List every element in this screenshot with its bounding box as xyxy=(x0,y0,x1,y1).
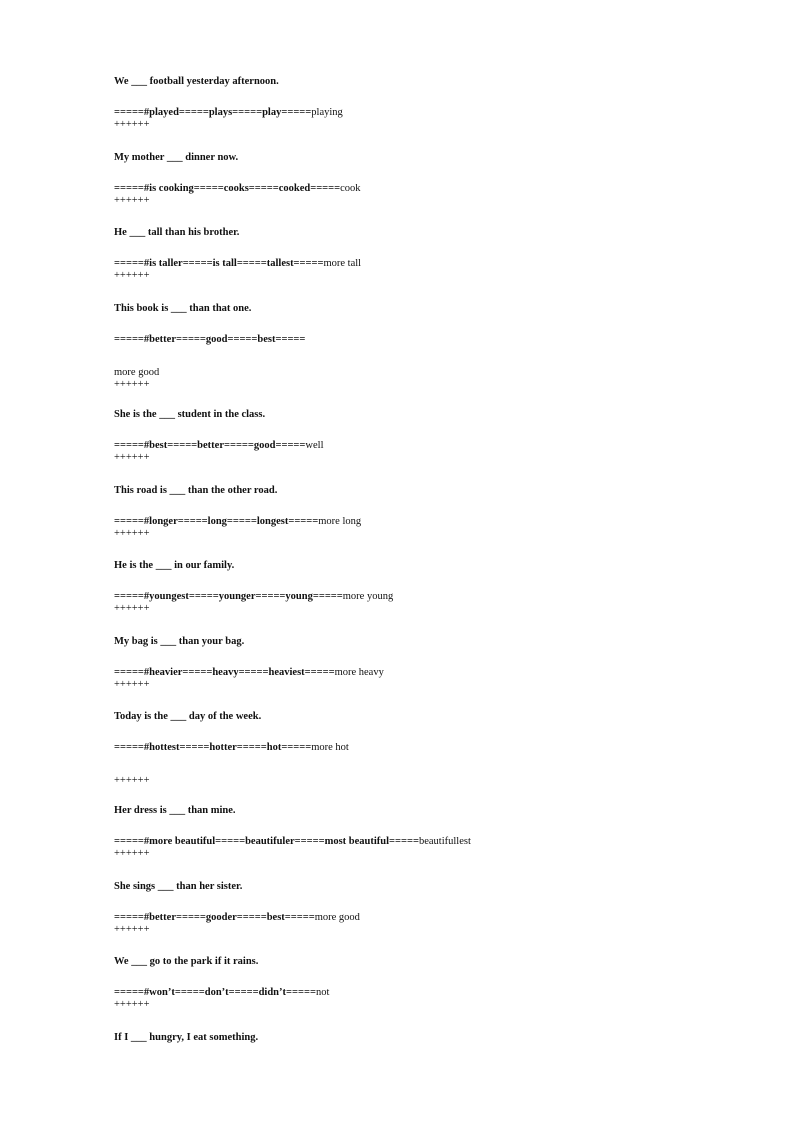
question-block xyxy=(114,881,760,936)
question-text: My mother ___ dinner now. xyxy=(114,152,239,163)
separator: ++++++ xyxy=(114,924,150,935)
options-bold: =====#better=====good=====best===== xyxy=(114,334,306,345)
question-block xyxy=(114,227,760,282)
option-plain: well xyxy=(305,440,324,451)
option-plain: more long xyxy=(318,516,362,527)
options-bold: =====#best=====better=====good===== xyxy=(114,440,306,451)
question-text: My bag is ___ than your bag. xyxy=(114,636,245,647)
options-bold: =====#more beautiful=====beautifuler=====most beautiful===== xyxy=(114,836,419,847)
options-bold: =====#heavier=====heavy=====heaviest===== xyxy=(114,667,335,678)
question-text: We ___ football yesterday afternoon. xyxy=(114,76,279,87)
option-plain: more hot xyxy=(311,742,349,753)
separator: ++++++ xyxy=(114,119,150,130)
question-text: If I ___ hungry, I eat something. xyxy=(114,1032,259,1043)
question-text: Her dress is ___ than mine. xyxy=(114,805,236,816)
question-block xyxy=(114,1032,760,1044)
option-plain: playing xyxy=(311,107,343,118)
answer-options xyxy=(114,742,760,754)
question-block xyxy=(114,636,760,691)
option-plain: not xyxy=(315,987,330,998)
options-bold: =====#won’t=====don’t=====didn’t===== xyxy=(114,987,316,998)
separator: ++++++ xyxy=(114,775,150,786)
separator: ++++++ xyxy=(114,848,150,859)
separator: ++++++ xyxy=(114,452,150,463)
option-plain: cook xyxy=(340,183,361,194)
question-text: He ___ tall than his brother. xyxy=(114,227,240,238)
option-plain: more good xyxy=(314,912,360,923)
separator: ++++++ xyxy=(114,195,150,206)
answer-options xyxy=(114,334,760,346)
question-block xyxy=(114,805,760,860)
separator: ++++++ xyxy=(114,379,150,390)
options-bold: =====#hottest=====hotter=====hot===== xyxy=(114,742,312,753)
option-plain: more young xyxy=(342,591,394,602)
question-text: Today is the ___ day of the week. xyxy=(114,711,262,722)
answer-options xyxy=(114,183,760,195)
option-plain: more heavy xyxy=(334,667,384,678)
question-text: This road is ___ than the other road. xyxy=(114,485,278,496)
question-text: This book is ___ than that one. xyxy=(114,303,252,314)
options-bold: =====#youngest=====younger=====young===== xyxy=(114,591,343,602)
answer-options xyxy=(114,516,760,528)
question-block xyxy=(114,76,760,131)
separator: ++++++ xyxy=(114,999,150,1010)
answer-options xyxy=(114,440,760,452)
separator: ++++++ xyxy=(114,528,150,539)
separator: ++++++ xyxy=(114,270,150,281)
answer-options xyxy=(114,107,760,119)
answer-options xyxy=(114,987,760,999)
options-bold: =====#is cooking=====cooks=====cooked===== xyxy=(114,183,341,194)
question-text: She sings ___ than her sister. xyxy=(114,881,243,892)
option-plain: beautifullest xyxy=(418,836,471,847)
question-text: He is the ___ in our family. xyxy=(114,560,235,571)
separator: ++++++ xyxy=(114,603,150,614)
options-bold: =====#better=====gooder=====best===== xyxy=(114,912,315,923)
option-plain: more good xyxy=(114,367,160,378)
question-block xyxy=(114,711,760,787)
option-plain: more tall xyxy=(323,258,362,269)
separator: ++++++ xyxy=(114,679,150,690)
answer-options xyxy=(114,912,760,924)
question-text: We ___ go to the park if it rains. xyxy=(114,956,259,967)
question-text: She is the ___ student in the class. xyxy=(114,409,266,420)
options-bold: =====#longer=====long=====longest===== xyxy=(114,516,319,527)
answer-options xyxy=(114,591,760,603)
question-block xyxy=(114,956,760,1011)
question-block xyxy=(114,303,760,391)
question-block xyxy=(114,152,760,207)
options-bold: =====#played=====plays=====play===== xyxy=(114,107,312,118)
question-block xyxy=(114,409,760,464)
answer-options xyxy=(114,836,760,848)
answer-options xyxy=(114,667,760,679)
options-bold: =====#is taller=====is tall=====tallest===== xyxy=(114,258,324,269)
answer-options xyxy=(114,258,760,270)
question-block xyxy=(114,560,760,615)
question-block xyxy=(114,485,760,540)
